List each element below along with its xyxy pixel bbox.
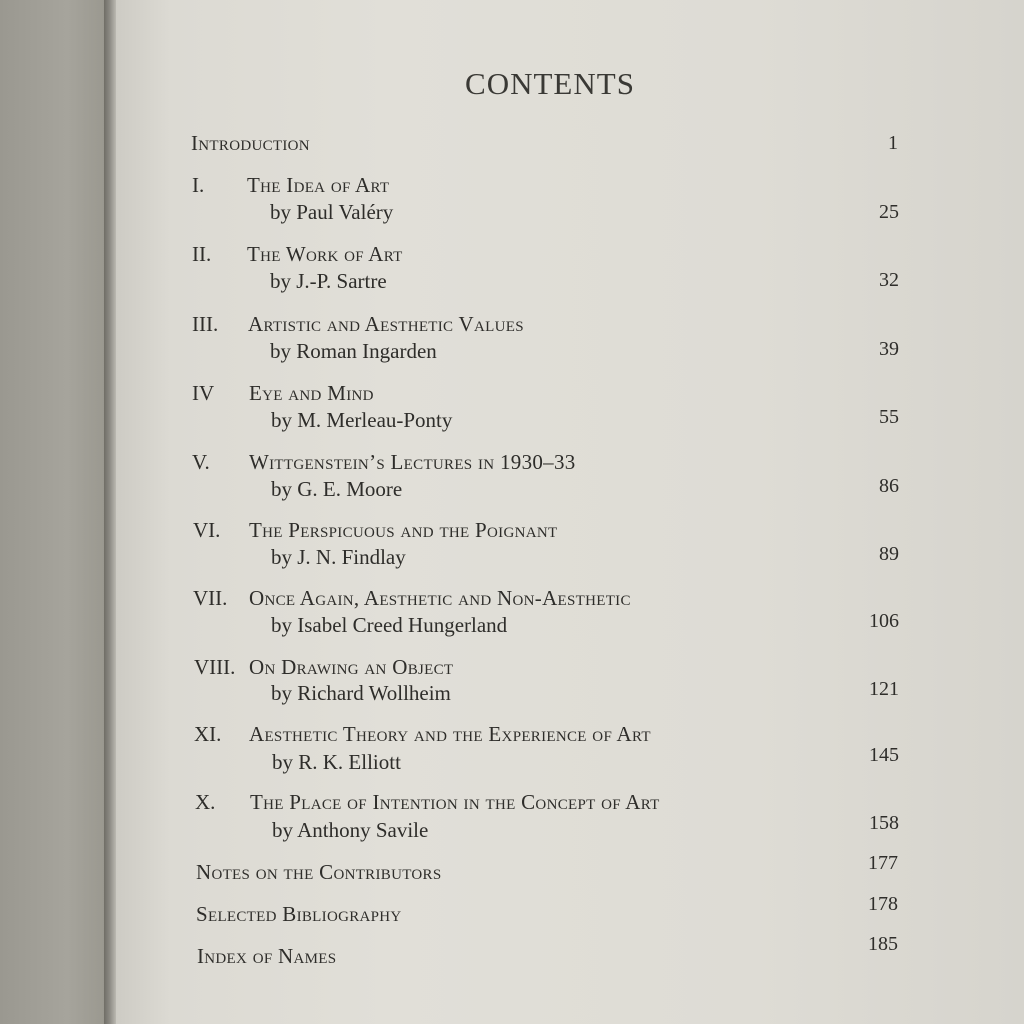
toc-chapter-page: 158 xyxy=(869,812,899,834)
toc-chapter-author: by Anthony Savile xyxy=(272,818,429,842)
toc-chapter-title: The Work of Art xyxy=(247,242,403,266)
toc-chapter-numeral: X. xyxy=(195,790,216,814)
toc-chapter-title: Eye and Mind xyxy=(249,381,374,405)
toc-chapter-author: by Roman Ingarden xyxy=(270,339,437,363)
toc-chapter-author: by G. E. Moore xyxy=(271,477,403,501)
toc-backmatter-page: 178 xyxy=(868,893,898,915)
toc-chapter-page: 145 xyxy=(869,744,899,766)
toc-chapter-title: The Perspicuous and the Poignant xyxy=(249,518,558,542)
toc-backmatter-title: Index of Names xyxy=(197,944,337,968)
toc-backmatter-title: Selected Bibliography xyxy=(196,902,402,926)
toc-backmatter-page: 185 xyxy=(868,933,898,955)
toc-chapter-title: Once Again, Aesthetic and Non-Aesthetic xyxy=(249,586,631,610)
toc-chapter-numeral: V. xyxy=(192,450,210,474)
toc-chapter-page: 32 xyxy=(879,269,899,291)
toc-chapter-title: Artistic and Aesthetic Values xyxy=(248,312,524,336)
toc-chapter-author: by J.-P. Sartre xyxy=(270,269,387,293)
toc-chapter-author: by R. K. Elliott xyxy=(272,750,401,774)
toc-chapter-title: Wittgenstein’s Lectures in 1930–33 xyxy=(249,450,576,474)
toc-chapter-title: The Idea of Art xyxy=(247,173,390,197)
left-page-edge xyxy=(0,0,112,1024)
toc-chapter-page: 89 xyxy=(879,543,899,565)
toc-chapter-author: by Richard Wollheim xyxy=(271,681,451,705)
toc-chapter-numeral: II. xyxy=(192,242,212,266)
toc-chapter-numeral: IV xyxy=(192,381,215,405)
toc-chapter-numeral: VII. xyxy=(193,586,228,610)
toc-intro-page: 1 xyxy=(888,132,898,154)
toc-chapter-numeral: VI. xyxy=(193,518,221,542)
toc-intro-title: Introduction xyxy=(191,131,310,155)
toc-backmatter-title: Notes on the Contributors xyxy=(196,860,442,884)
toc-chapter-title: Aesthetic Theory and the Experience of Art xyxy=(249,722,651,746)
toc-chapter-author: by J. N. Findlay xyxy=(271,545,406,569)
toc-chapter-page: 39 xyxy=(879,338,899,360)
toc-chapter-author: by M. Merleau-Ponty xyxy=(271,408,453,432)
toc-chapter-numeral: VIII. xyxy=(194,655,236,679)
toc-chapter-author: by Paul Valéry xyxy=(270,200,394,224)
toc-chapter-page: 121 xyxy=(869,678,899,700)
toc-chapter-page: 25 xyxy=(879,201,899,223)
toc-chapter-page: 106 xyxy=(869,610,899,632)
toc-chapter-page: 55 xyxy=(879,406,899,428)
toc-chapter-title: The Place of Intention in the Concept of Art xyxy=(250,790,660,814)
toc-chapter-page: 86 xyxy=(879,475,899,497)
page-title: CONTENTS xyxy=(465,66,635,101)
toc-chapter-title: On Drawing an Object xyxy=(249,655,454,679)
toc-chapter-numeral: III. xyxy=(192,312,219,336)
toc-chapter-numeral: XI. xyxy=(194,722,222,746)
toc-chapter-author: by Isabel Creed Hungerland xyxy=(271,613,508,637)
toc-chapter-numeral: I. xyxy=(192,173,205,197)
toc-backmatter-page: 177 xyxy=(868,852,898,874)
